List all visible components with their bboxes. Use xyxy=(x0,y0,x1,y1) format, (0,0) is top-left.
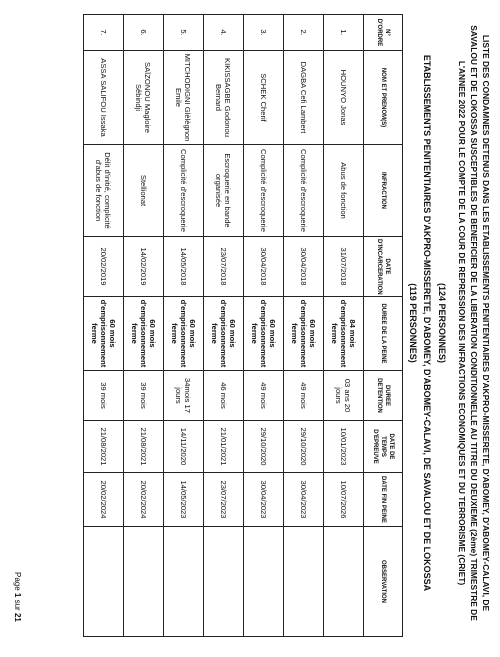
document-title: LISTE DES CONDAMNES DETENUS DANS LES ETABLISSEMENTS PENITENTIAIRES D'AKPRO-MISSERETE, D'ABOMEY, D'ABOMEY-CALAVI, DE SAVALOU ET DE LOKOSSA SUSCEPTIBLES DE BENEFICIER DE LA LIBERATION CONDITIONNELLE AU TITRE DU DEUXIEME (2ème) TRIMESTRE DE L'ANNEE 2022 POUR LE COMPTE DE LA COUR DE REPRESSION DES INFRACTIONS ECONOMIQUES ET DU TERRORISME (CRIET) xyxy=(457,25,491,621)
table-row xyxy=(164,15,204,637)
cell-infraction: Complicité d'escroquerie xyxy=(244,145,284,237)
cell-date-incarceration: 14/02/2019 xyxy=(124,237,164,297)
page-separator: sur xyxy=(13,599,22,611)
cell-name: SCHEK Cherif xyxy=(244,51,284,145)
table-header-row xyxy=(364,15,403,637)
page-current: 1 xyxy=(13,592,22,598)
cell-name: MITCHODIGNI Glèlègnon Emile xyxy=(164,51,204,145)
cell-date-incarceration: 23/07/2018 xyxy=(204,237,244,297)
header-duree-peine: DUREE DE LA PEINE xyxy=(364,297,403,371)
cell-date-incarceration: 14/05/2018 xyxy=(164,237,204,297)
cell-duree-peine: 84 mois d'emprisonnement ferme xyxy=(324,297,364,371)
cell-date-epreuve: 21/01/2021 xyxy=(204,421,244,473)
header-observation: OBSERVATION xyxy=(364,527,403,637)
cell-date-epreuve: 29/10/2020 xyxy=(244,421,284,473)
cell-num: 4. xyxy=(204,15,244,51)
cell-date-incarceration: 31/07/2018 xyxy=(324,237,364,297)
cell-observation xyxy=(164,527,204,637)
cell-date-incarceration: 30/04/2018 xyxy=(244,237,284,297)
table-row xyxy=(284,15,324,637)
page-prefix: Page xyxy=(13,572,22,591)
cell-duree-peine: 60 mois d'emprisonnement ferme xyxy=(244,297,284,371)
cell-duree-peine: 60 mois d'emprisonnement ferme xyxy=(84,297,124,371)
page-number xyxy=(13,572,22,622)
cell-name: SAÏZONOU Magloire Sêbindji xyxy=(124,51,164,145)
cell-num: 6. xyxy=(124,15,164,51)
header-date-incarceration: DATE D'INCARCERATION xyxy=(364,237,403,297)
cell-observation xyxy=(124,527,164,637)
cell-num: 5. xyxy=(164,15,204,51)
cell-date-epreuve: 14/11/2020 xyxy=(164,421,204,473)
header-duree-detention: DUREE DETENTION xyxy=(364,371,403,421)
cell-duree-peine: 60 mois d'emprisonnement ferme xyxy=(124,297,164,371)
table-row xyxy=(324,15,364,637)
cell-name: KIKISSAGBE Godonou Bernard xyxy=(204,51,244,145)
cell-date-fin: 23/07/2023 xyxy=(204,473,244,527)
cell-duree-detention: 34mois 17 jours xyxy=(164,371,204,421)
detainee-table xyxy=(83,14,403,637)
header-num: N° D'ORDRE xyxy=(364,15,403,51)
cell-date-fin: 14/05/2023 xyxy=(164,473,204,527)
cell-observation xyxy=(84,527,124,637)
cell-date-fin: 30/04/2023 xyxy=(284,473,324,527)
cell-duree-peine: 60 mois d'emprisonnement ferme xyxy=(204,297,244,371)
cell-num: 2. xyxy=(284,15,324,51)
header-name: NOM ET PRENOM(S) xyxy=(364,51,403,145)
cell-duree-detention: 39 mois xyxy=(84,371,124,421)
cell-observation xyxy=(244,527,284,637)
cell-date-incarceration: 20/02/2019 xyxy=(84,237,124,297)
cell-duree-detention: 03 ans 20 jours xyxy=(324,371,364,421)
cell-duree-detention: 49 mois xyxy=(244,371,284,421)
cell-duree-detention: 46 mois xyxy=(204,371,244,421)
cell-date-incarceration: 30/04/2018 xyxy=(284,237,324,297)
cell-infraction: Stellionat xyxy=(124,145,164,237)
cell-duree-peine: 60 mois d'emprisonnement ferme xyxy=(164,297,204,371)
cell-observation xyxy=(204,527,244,637)
cell-duree-peine: 60 mois d'emprisonnement ferme xyxy=(284,297,324,371)
cell-name: ASSA SALIFOU Issaka xyxy=(84,51,124,145)
cell-infraction: Abus de fonction xyxy=(324,145,364,237)
cell-num: 1. xyxy=(324,15,364,51)
cell-num: 7. xyxy=(84,15,124,51)
section-title: ETABLISSEMENTS PENITENTIAIRES D'AKPRO-MISSERETE, D'ABOMEY, D'ABOMEY-CALAVI, DE SAVALOU ET DE LOKOSSA xyxy=(422,54,432,592)
cell-date-epreuve: 29/10/2020 xyxy=(284,421,324,473)
cell-observation xyxy=(284,527,324,637)
cell-infraction: Escroquerie en bande organisée xyxy=(204,145,244,237)
header-date-epreuve: DATE DE TEMPS D'EPREUVE xyxy=(364,421,403,473)
cell-observation xyxy=(324,527,364,637)
table-row xyxy=(84,15,124,637)
cell-infraction: Délit d'initié, complicité d'abus de fonction xyxy=(84,145,124,237)
table-row xyxy=(204,15,244,637)
header-date-fin: DATE FIN PEINE xyxy=(364,473,403,527)
cell-num: 3. xyxy=(244,15,284,51)
cell-duree-detention: 39 mois xyxy=(124,371,164,421)
cell-infraction: Complicité d'escroquerie xyxy=(284,145,324,237)
cell-date-epreuve: 21/08/2021 xyxy=(84,421,124,473)
page-total: 21 xyxy=(13,612,22,622)
cell-date-fin: 10/07/2026 xyxy=(324,473,364,527)
cell-date-epreuve: 21/08/2021 xyxy=(124,421,164,473)
cell-duree-detention: 49 mois xyxy=(284,371,324,421)
total-count: (124 PERSONNES) xyxy=(437,282,447,364)
cell-name: DAGBA Cefi Lambert xyxy=(284,51,324,145)
cell-date-fin: 20/02/2024 xyxy=(124,473,164,527)
section-count: (119 PERSONNES) xyxy=(408,283,418,363)
cell-infraction: Complicité d'escroquerie xyxy=(164,145,204,237)
table-row xyxy=(244,15,284,637)
header-infraction: INFRACTION xyxy=(364,145,403,237)
cell-name: HOUNYO Jonas xyxy=(324,51,364,145)
cell-date-fin: 20/02/2024 xyxy=(84,473,124,527)
table-row xyxy=(124,15,164,637)
cell-date-fin: 30/04/2023 xyxy=(244,473,284,527)
cell-date-epreuve: 10/01/2023 xyxy=(324,421,364,473)
